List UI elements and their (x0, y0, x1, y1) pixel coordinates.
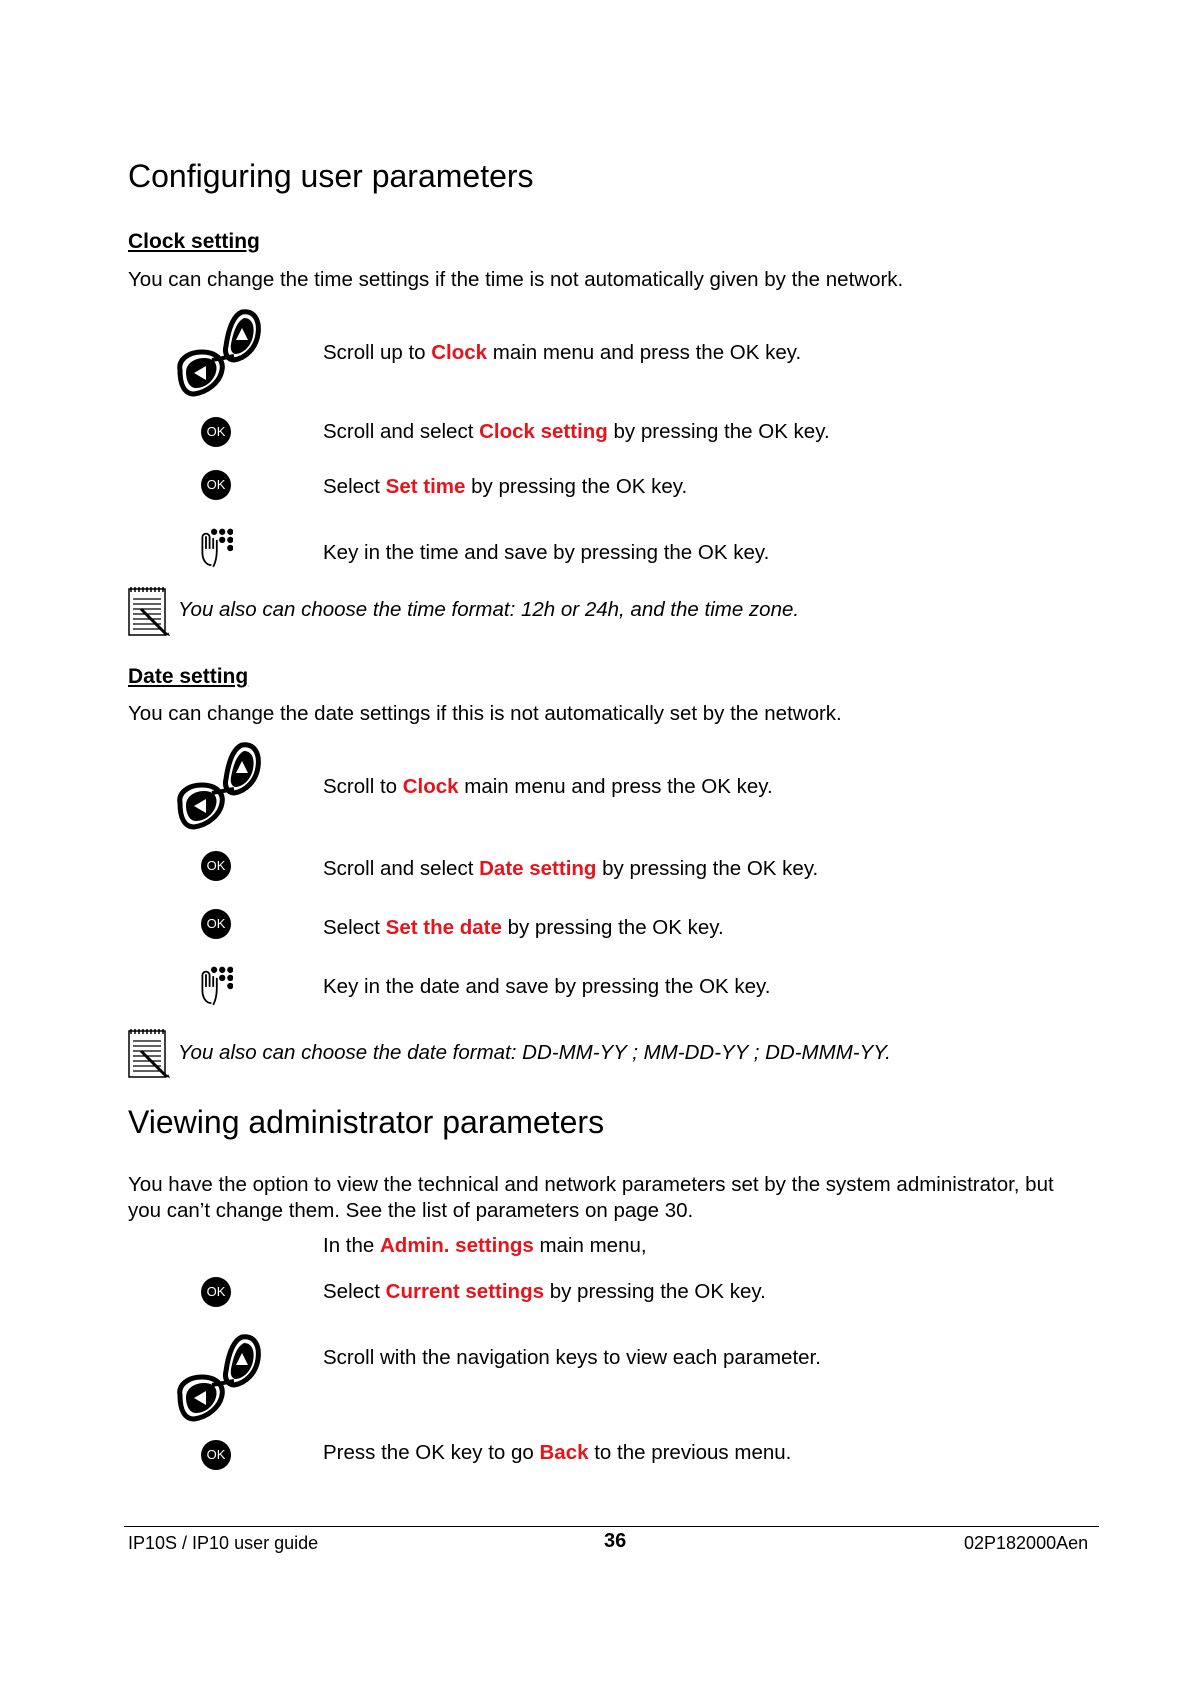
ok-key-icon: OK (201, 417, 231, 447)
ok-key-icon: OK (201, 1277, 231, 1307)
section-title-admin: Viewing administrator parameters (128, 1104, 605, 1140)
clock-step-3: Select Set time by pressing the OK key. (323, 475, 688, 498)
ok-key-icon: OK (201, 470, 231, 500)
page-title: Configuring user parameters (128, 158, 534, 194)
clock-step-1: Scroll up to Clock main menu and press the OK key. (323, 341, 802, 364)
date-step-4: Key in the date and save by pressing the OK key. (323, 975, 771, 998)
ok-key-icon: OK (201, 909, 231, 939)
date-setting-heading: Date setting (128, 665, 249, 688)
date-step-1: Scroll to Clock main menu and press the OK key. (323, 775, 773, 798)
footer-rule (124, 1526, 1099, 1527)
admin-intro: You have the option to view the technical and network parameters set by the system administrator, but you can’t change them. See the list of parameters on page 30. (128, 1173, 1054, 1222)
page-number: 36 (604, 1530, 627, 1552)
footer-title: IP10S / IP10 user guide (128, 1533, 319, 1553)
navigation-keys-icon (172, 1333, 262, 1423)
clock-note: You also can choose the time format: 12h or 24h, and the time zone. (178, 598, 800, 621)
admin-step-2: Select Current settings by pressing the OK key. (323, 1280, 766, 1303)
keypad-icon (197, 526, 233, 570)
ok-key-icon: OK (201, 1440, 231, 1470)
ok-key-icon: OK (201, 851, 231, 881)
document-reference: 02P182000Aen (964, 1533, 1089, 1553)
admin-step-3: Scroll with the navigation keys to view each parameter. (323, 1346, 821, 1369)
admin-step-1: In the Admin. settings main menu, (323, 1234, 647, 1257)
clock-setting-heading: Clock setting (128, 230, 260, 253)
date-step-2: Scroll and select Date setting by pressing the OK key. (323, 857, 819, 880)
clock-step-2: Scroll and select Clock setting by pressing the OK key. (323, 420, 830, 443)
date-intro: You can change the date settings if this is not automatically set by the network. (128, 702, 842, 725)
notepad-icon (127, 1027, 171, 1079)
date-step-3: Select Set the date by pressing the OK key. (323, 916, 724, 939)
clock-intro: You can change the time settings if the time is not automatically given by the network. (128, 268, 904, 291)
keypad-icon (197, 964, 233, 1008)
navigation-keys-icon (172, 741, 262, 831)
clock-step-4: Key in the time and save by pressing the OK key. (323, 541, 770, 564)
notepad-icon (127, 585, 171, 637)
admin-step-4: Press the OK key to go Back to the previous menu. (323, 1441, 792, 1464)
navigation-keys-icon (172, 308, 262, 398)
date-note: You also can choose the date format: DD-MM-YY ; MM-DD-YY ; DD-MMM-YY. (178, 1041, 891, 1064)
